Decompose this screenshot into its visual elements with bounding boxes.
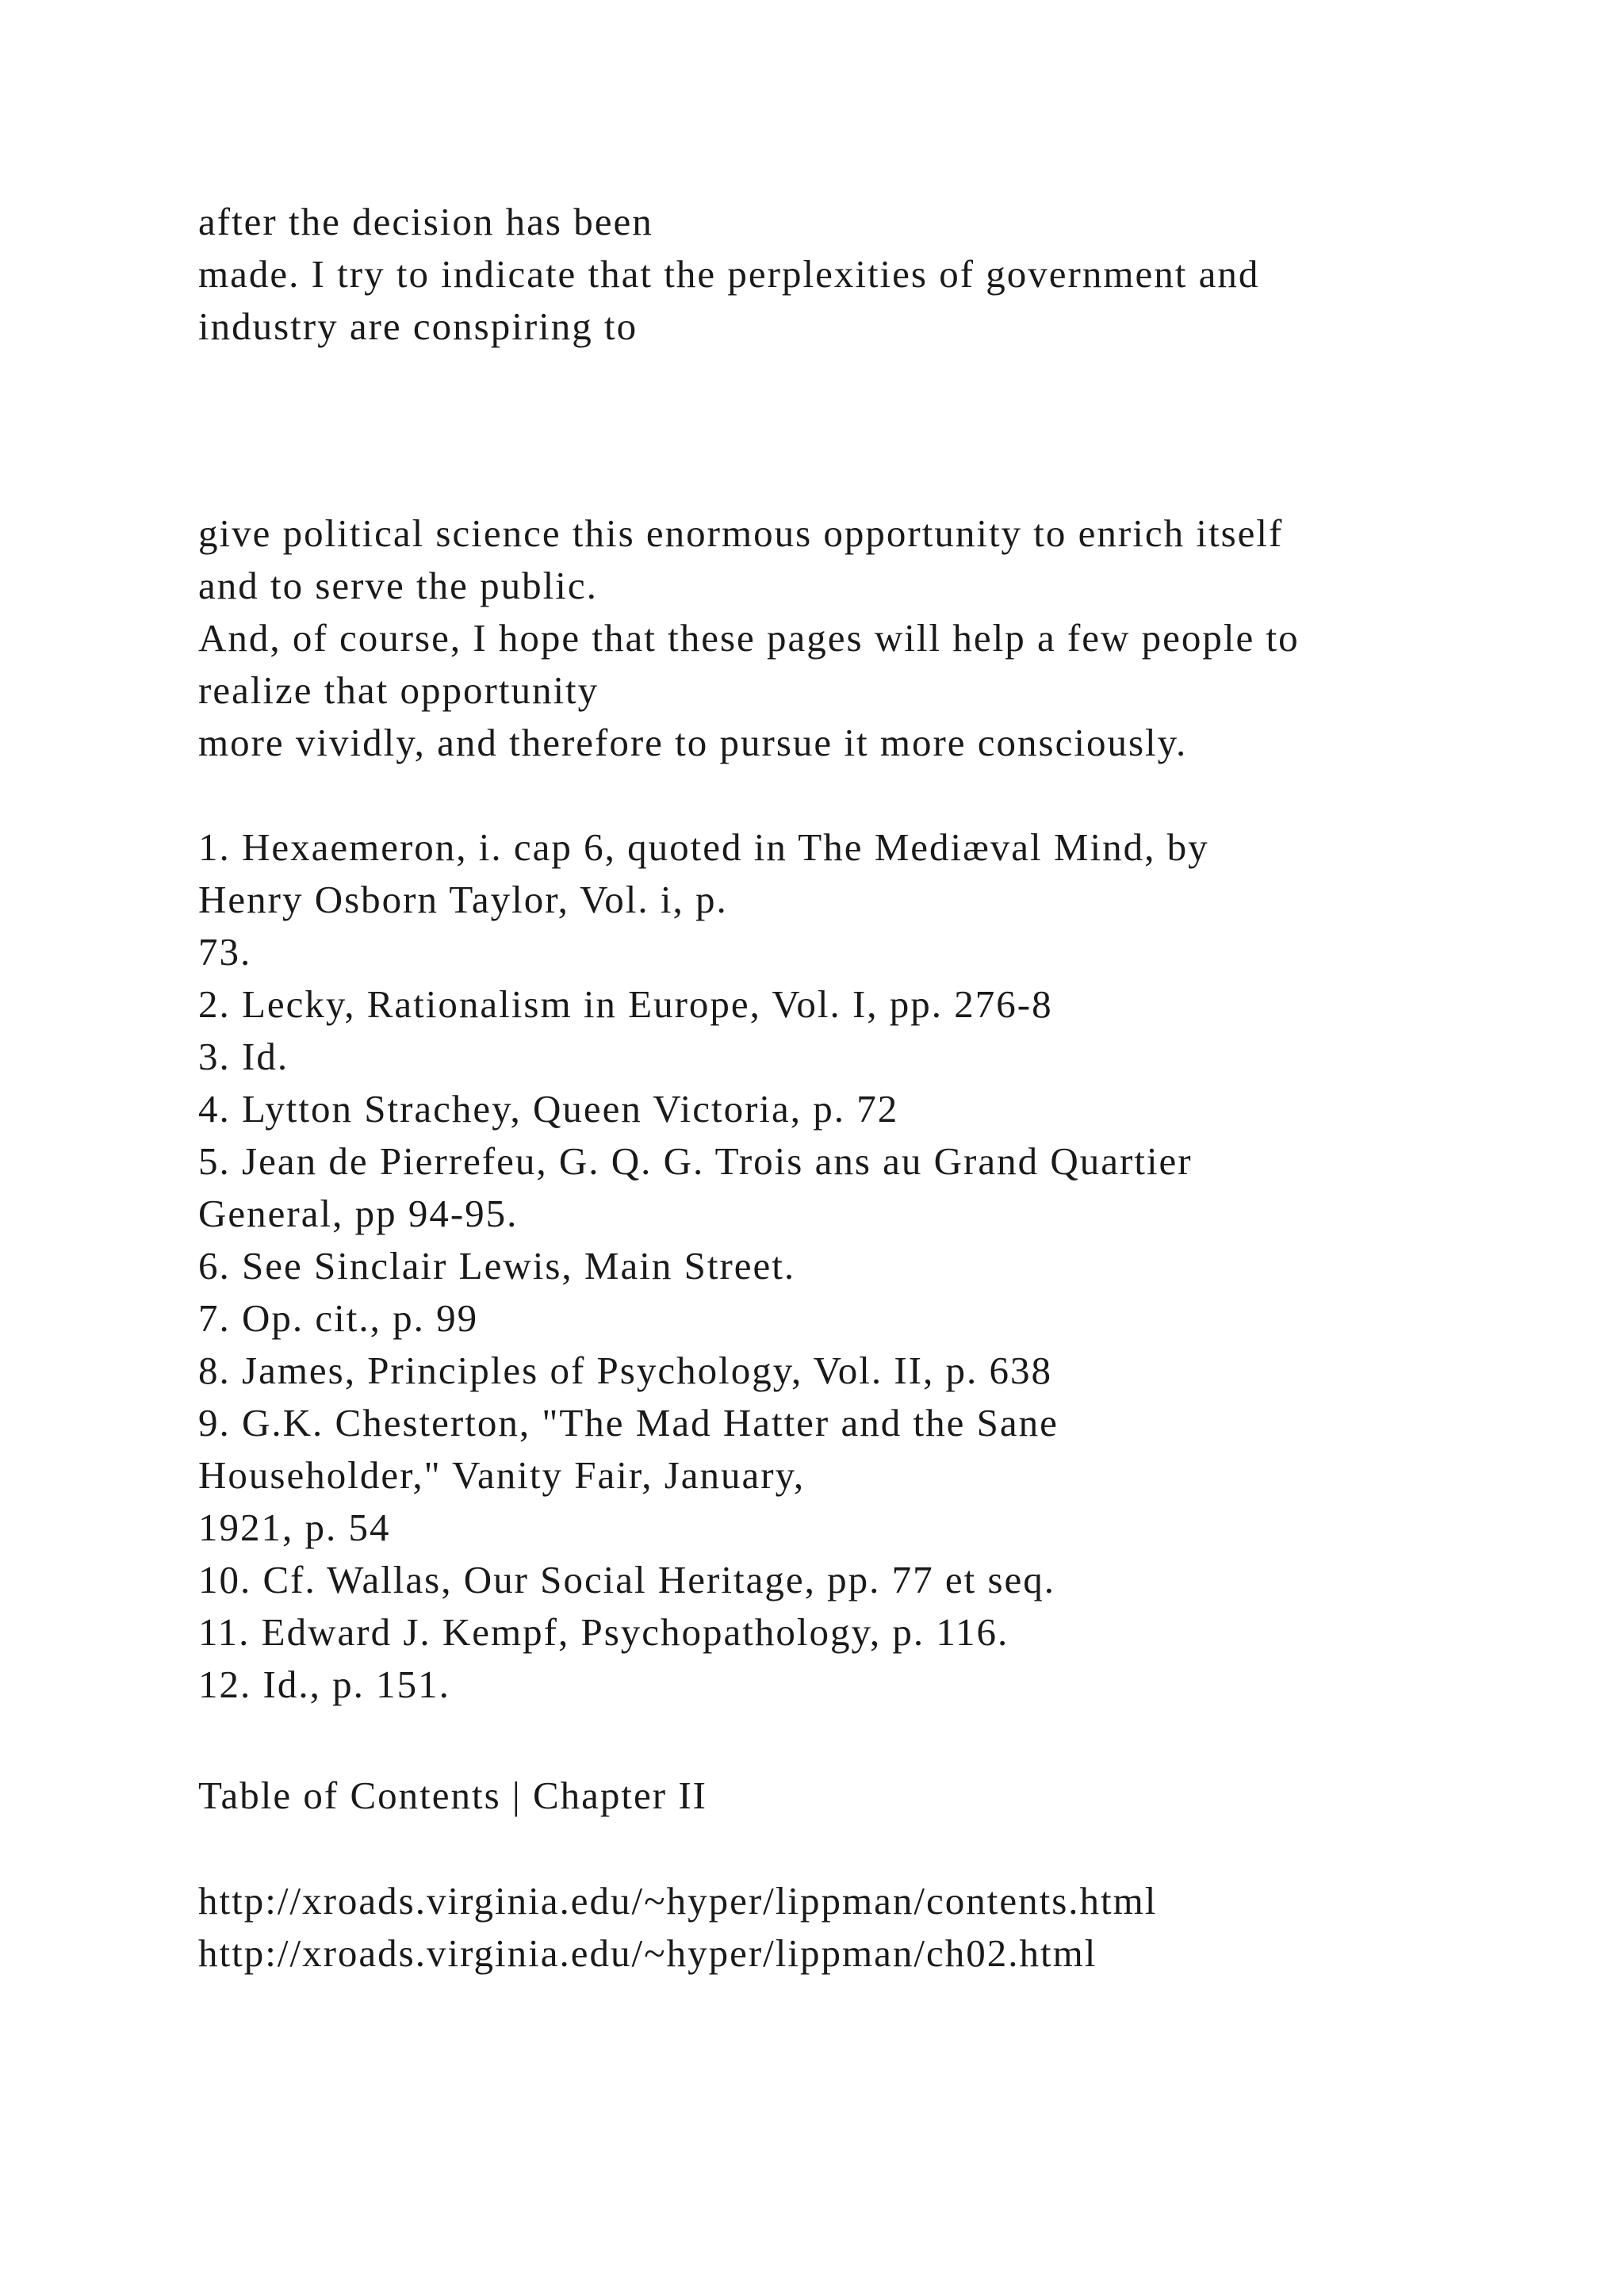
source-links <box>198 1875 1157 1980</box>
text-line: realize that opportunity <box>198 668 599 712</box>
contents-url: http://xroads.virginia.edu/~hyper/lippman/contents.html <box>198 1879 1158 1923</box>
body-paragraph <box>198 507 1300 769</box>
intro-paragraph <box>198 196 1259 353</box>
text-line: industry are conspiring to <box>198 304 638 348</box>
footnote-line: Henry Osborn Taylor, Vol. i, p. <box>198 878 728 921</box>
footnote-line: 73. <box>198 930 252 974</box>
footnote-line: 12. Id., p. 151. <box>198 1663 450 1706</box>
footnote-line: 8. James, Principles of Psychology, Vol. II, p. 638 <box>198 1349 1052 1392</box>
chapter-url: http://xroads.virginia.edu/~hyper/lippman/ch02.html <box>198 1931 1097 1975</box>
footnote-line: 1. Hexaemeron, i. cap 6, quoted in The Mediæval Mind, by <box>198 825 1209 869</box>
nav-text: Table of Contents | Chapter II <box>198 1774 707 1817</box>
text-line: made. I try to indicate that the perplexities of government and <box>198 252 1260 296</box>
text-line: give political science this enormous opportunity to enrich itself <box>198 511 1284 555</box>
footnote-line: 9. G.K. Chesterton, "The Mad Hatter and the Sane <box>198 1401 1059 1445</box>
text-line: after the decision has been <box>198 200 653 243</box>
text-line: more vividly, and therefore to pursue it more consciously. <box>198 721 1188 764</box>
footnote-line: 2. Lecky, Rationalism in Europe, Vol. I, pp. 276-8 <box>198 982 1053 1026</box>
text-line: And, of course, I hope that these pages will help a few people to <box>198 616 1300 660</box>
footnote-line: 10. Cf. Wallas, Our Social Heritage, pp. 77 et seq. <box>198 1558 1056 1601</box>
footnote-line: General, pp 94-95. <box>198 1192 519 1235</box>
text-line: and to serve the public. <box>198 564 598 607</box>
footnote-line: 1921, p. 54 <box>198 1506 391 1549</box>
footnotes-list <box>198 821 1209 1711</box>
footnote-line: 3. Id. <box>198 1035 289 1078</box>
chapter-navigation <box>198 1770 707 1822</box>
footnote-line: 11. Edward J. Kempf, Psychopathology, p. 116. <box>198 1610 1009 1654</box>
footnote-line: 7. Op. cit., p. 99 <box>198 1296 479 1340</box>
footnote-line: 6. See Sinclair Lewis, Main Street. <box>198 1244 796 1288</box>
footnote-line: 5. Jean de Pierrefeu, G. Q. G. Trois ans au Grand Quartier <box>198 1139 1193 1183</box>
footnote-line: 4. Lytton Strachey, Queen Victoria, p. 72 <box>198 1087 899 1131</box>
footnote-line: Householder," Vanity Fair, January, <box>198 1453 806 1497</box>
